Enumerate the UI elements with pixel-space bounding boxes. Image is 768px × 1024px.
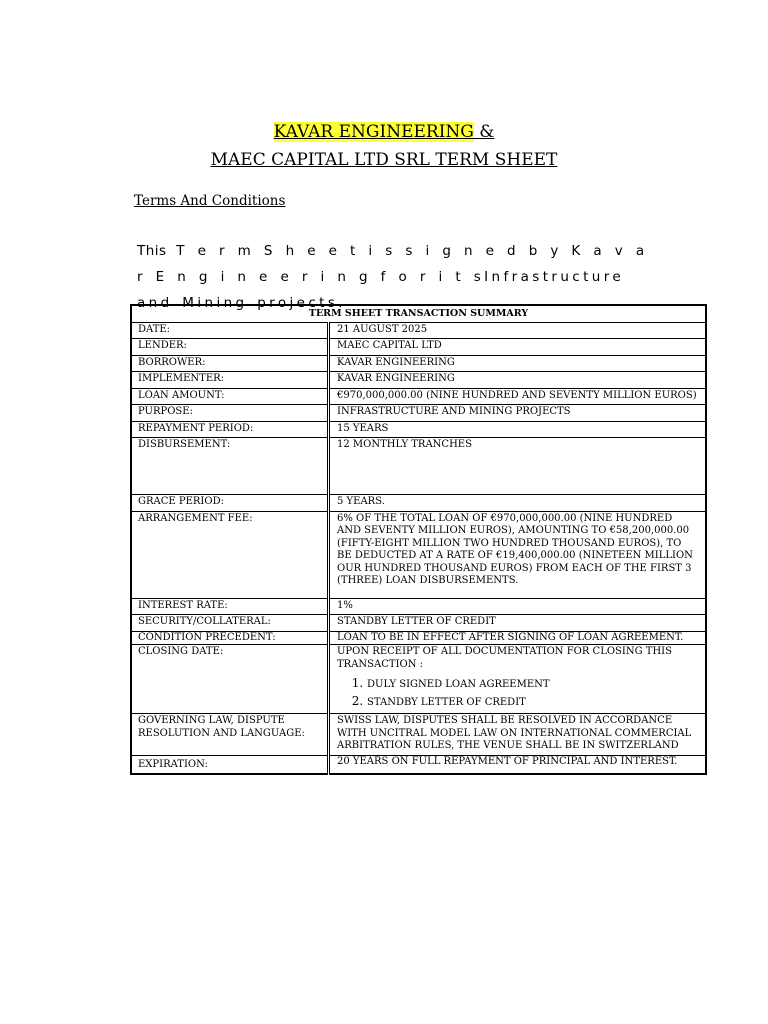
table-row-loan-amount [131,388,706,405]
row-value: 12 MONTHLY TRANCHES [329,438,707,495]
row-value: STANDBY LETTER OF CREDIT [329,615,707,632]
table-header-row [131,305,706,322]
row-value: 5 YEARS. [329,495,707,512]
row-value: SWISS LAW, DISPUTES SHALL BE RESOLVED IN ACCORDANCE WITH UNCITRAL MODEL LAW ON INTERNATIONAL COMMERCIAL ARBITRATION RULES, THE VENUE SHALL BE IN SWITZERLAND [329,714,707,756]
closing-intro: UPON RECEIPT OF ALL DOCUMENTATION FOR CLOSING THIS TRANSACTION : [337,646,672,670]
row-value: KAVAR ENGINEERING [329,372,707,389]
table-row-borrower [131,355,706,372]
row-label: DISBURSEMENT: [131,438,329,495]
table-header: TERM SHEET TRANSACTION SUMMARY [131,305,706,322]
row-label: GRACE PERIOD: [131,495,329,512]
row-label: EXPIRATION: [131,755,329,774]
row-value: INFRASTRUCTURE AND MINING PROJECTS [329,405,707,422]
row-value: 21 AUGUST 2025 [329,322,707,339]
closing-document-list [337,675,699,711]
row-label: ARRANGEMENT FEE: [131,511,329,598]
row-label: SECURITY/COLLATERAL: [131,615,329,632]
title-line-1 [0,118,768,146]
document-title [0,118,768,174]
term-sheet-table [130,304,707,775]
table-row-condition-precedent [131,631,706,645]
row-value: KAVAR ENGINEERING [329,355,707,372]
table-row-disbursement [131,438,706,495]
row-label: BORROWER: [131,355,329,372]
row-label: IMPLEMENTER: [131,372,329,389]
table-row-security [131,615,706,632]
row-value: 15 YEARS [329,421,707,438]
table-row-grace-period [131,495,706,512]
table-row-repayment-period [131,421,706,438]
row-value [329,645,707,714]
row-label: CLOSING DATE: [131,645,329,714]
row-label: REPAYMENT PERIOD: [131,421,329,438]
intro-first-word: This [137,243,167,259]
table-row-date [131,322,706,339]
title-line-2: MAEC CAPITAL LTD SRL TERM SHEET [210,150,558,170]
section-heading: Terms And Conditions [134,193,286,209]
row-label: GOVERNING LAW, DISPUTE RESOLUTION AND LANGUAGE: [131,714,329,756]
list-item: 1. DULY SIGNED LOAN AGREEMENT [367,675,699,693]
table-row-interest-rate [131,598,706,615]
table-row-purpose [131,405,706,422]
row-value: MAEC CAPITAL LTD [329,339,707,356]
table-row-lender [131,339,706,356]
title-highlighted-name: KAVAR ENGINEERING [273,122,474,142]
row-label: CONDITION PRECEDENT: [131,631,329,645]
row-value: 20 YEARS ON FULL REPAYMENT OF PRINCIPAL AND INTEREST. [329,755,707,774]
row-label: LENDER: [131,339,329,356]
row-label: PURPOSE: [131,405,329,422]
row-value: 1% [329,598,707,615]
row-value: LOAN TO BE IN EFFECT AFTER SIGNING OF LOAN AGREEMENT. [329,631,707,645]
table-row-implementer [131,372,706,389]
list-item: 2. STANDBY LETTER OF CREDIT [367,693,699,711]
row-label: DATE: [131,322,329,339]
row-label: INTEREST RATE: [131,598,329,615]
row-value: €970,000,000.00 (NINE HUNDRED AND SEVENTY MILLION EUROS) [329,388,707,405]
row-value: 6% OF THE TOTAL LOAN OF €970,000,000.00 (NINE HUNDRED AND SEVENTY MILLION EUROS), AMOUNTING TO €58,200,000.00 (FIFTY-EIGHT MILLION TWO HUNDRED THOUSAND EUROS), TO BE DEDUCTED AT A RATE OF €19,400,000.00 (NINETEEN MILLION OUR HUNDRED THOUSAND EUROS) FROM EACH OF THE FIRST 3 (THREE) LOAN DISBURSEMENTS. [329,511,707,598]
title-ampersand: & [473,122,495,142]
table-row-closing-date [131,645,706,714]
row-label: LOAN AMOUNT: [131,388,329,405]
table-row-expiration [131,755,706,774]
intro-rest: T e r m S h e e t i s s i g n e d b y K a v a r E n g i n e e r i n g f o r i t sInfrastructure and Mining projects. [137,243,648,311]
table-row-governing-law [131,714,706,756]
table-row-arrangement-fee [131,511,706,598]
